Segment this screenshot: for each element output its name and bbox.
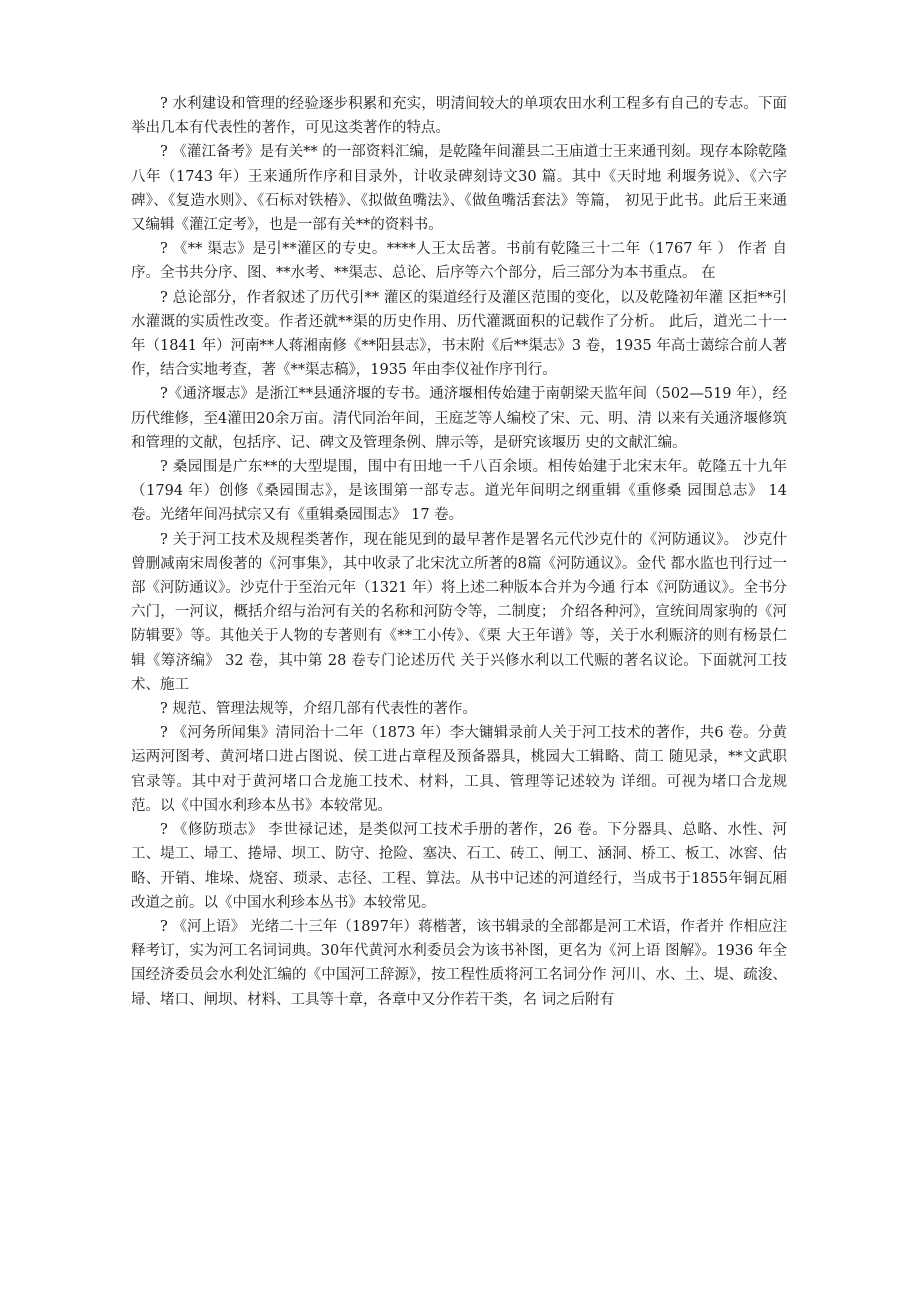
paragraph-hefang-tongyi: ? 关于河工技术及规程类著作，现在能见到的最早著作是署名元代沙克什的《河防通议》。 沙克什曾删减南宋周俊著的《河事集》，其中收录了北宋沈立所著的8篇《河防通议》。金代 都水监也刊行过一部《河防通议》。沙克什于至治元年（1321 年）将上述二种版本合并为今通 行本《河防通议》。全书分六门，一河议，概括介绍与治河有关的名称和河防令等，二制度； 介绍各种河》，宣统间周家驹的《河防辑要》等。其他关于人物的专著则有《**工小传》、《栗 大王年谱》等，关于水利赈济的则有杨景仁辑《筹济编》 32 卷，其中第 28 卷专门论述历代 关于兴修水利以工代赈的著名议论。下面就河工技术、施工 [131,531,787,693]
paragraph-hewu-suowenji: ? 《河务所闻集》清同治十二年（1873 年）李大镛辑录前人关于河工技术的著作，共6 卷。分黄运两河图考、黄河堵口进占图说、侯工进占章程及预备器具，桃园大工辑略、茼工 随见录，**文武职官录等。其中对于黄河堵口合龙施工技术、材料，工具、管理等记述较为 详细。可视为堵口合龙规范。以《中国水利珍本丛书》本较常见。 [131,725,787,814]
paragraph-quzhi: ? 《** 渠志》是引**灌区的专史。****人王太岳著。书前有乾隆三十二年（1767 年 ） 作者 自序。全书共分序、图、**水考、**渠志、总论、后序等六个部分，后三部分为本书重点。 在 [131,241,787,282]
paragraph-heshangyu: ? 《河上语》 光绪二十三年（1897年）蒋楷著，该书辑录的全部都是河工术语，作者并 作相应注释考订，实为河工名词词典。30年代黄河水利委员会为该书补图，更名为《河上语 图解》。1936 年全国经济委员会水利处汇编的《中国河工辞源》，按工程性质将河工名词分作 河川、水、土、堤、疏浚、埽、堵口、闸坝、材料、工具等十章，各章中又分作若干类，名 词之后附有 [131,918,787,1008]
paragraph-guifan: ? 规范、管理法规等，介绍几部有代表性的著作。 [160,701,477,718]
paragraph-xiufang-suozhi: ? 《修防琐志》 李世禄记述，是类似河工技术手册的著作，26 卷。下分器具、总略、水性、河工、堤工、埽工、捲埽、坝工、防守、抢险、塞决、石工、砖工、闸工、涵洞、桥工、板工、冰窖、估略、开销、堆垛、烧窑、琐录、志径、工程、算法。从书中记述的河道经行，当成书于1855年铜瓦厢改道之前。以《中国水利珍本丛书》本较常见。 [131,822,787,911]
paragraph-zonglun: ? 总论部分，作者叙述了历代引** 灌区的渠道经行及灌区范围的变化，以及乾隆初年灌 区拒**引水灌溉的实质性改变。作者还就**渠的历史作用、历代灌溉面积的记载作了分析。 此后，道光二十一年（1841 年）河南**人蒋湘南修《**阳县志》，书末附《后**渠志》3 卷，1935 年高士蔼综合前人著作，结合实地考查，著《**渠志稿》，1935 年由李仪祉作序刊行。 [131,289,787,379]
paragraph-intro: ? 水利建设和管理的经验逐步积累和充实，明清间较大的单项农田水利工程多有自己的专志。下面举出几本有代表性的著作，可见这类著作的特点。 [131,96,787,137]
paragraph-guanjiang-beikao: ? 《灌江备考》是有关** 的一部资料汇编，是乾隆年间灌县二王庙道士王来通刊刻。现存本除乾隆八年（1743 年）王来通所作序和目录外，计收录碑刻诗文30 篇。其中《天时地 利堰务说》、《六字碑》、《复造水则》、《石标对铁椿》、《拟做鱼嘴法》、《做鱼嘴活套法》等篇， 初见于此书。此后王来通又编辑《灌江定考》，也是一部有关**的资料书。 [131,144,787,234]
paragraph-sangyuanwei: ? 桑园围是广东**的大型堤围，围中有田地一千八百余顷。相传始建于北宋末年。乾隆五十九年（1794 年）创修《桑园围志》，是该围第一部专志。道光年间明之纲重辑《重修桑 园围总志》 14 卷。光绪年间冯拭宗又有《重辑桑园围志》 17 卷。 [131,459,787,524]
document-body [131,92,787,1012]
paragraph-tongjiyan-zhi: ?《通济堰志》是浙江**县通济堰的专书。通济堰相传始建于南朝梁天监年间（502—519 年），经历代维修，至4灌田20余万亩。清代同治年间，王庭芝等人编校了宋、元、明、清 以来有关通济堰修筑和管理的文献，包括序、记、碑文及管理条例、牌示等，是研究该堰历 史的文献汇编。 [131,386,787,451]
